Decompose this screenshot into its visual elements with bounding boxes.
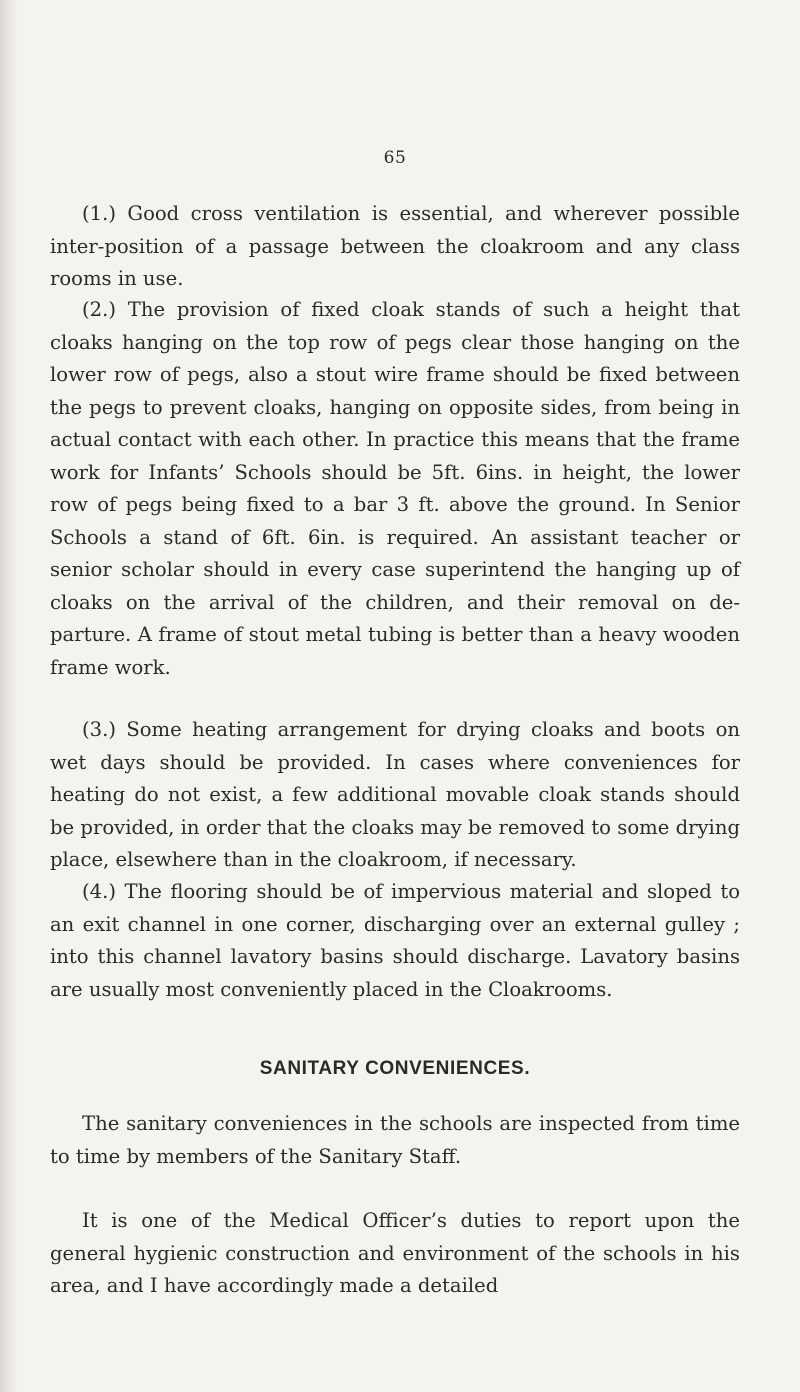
paragraph-medical-officer: It is one of the Medical Officer’s duties to report upon the general hygienic construction and environment of the schools in his area, and I have accordingly made a detailed [50,1209,740,1297]
page-number: 65 [383,148,407,168]
paragraph-heating: (3.) Some heating arrangement for drying cloaks and boots on wet days should be provided. In cases where conveniences for heating do not exist, a few additional movable cloak stands should be provided, in order that the cloaks may be removed to some drying place, elsewhere than in the cloakroom, if necessary. [50,718,740,871]
paragraph-flooring: (4.) The flooring should be of impervious material and sloped to an exit channel in one corner, discharging over an external gulley ; into this channel lavatory basins should discharge. Lavatory basins are usually most conveniently placed in the Cloakrooms. [50,880,740,1001]
paragraph-ventilation: (1.) Good cross ventilation is essential, and wherever possible inter-position of a passage between the cloakroom and any class rooms in use. [50,202,740,290]
paragraph-cloak-stands: (2.) The provision of fixed cloak stands of such a height that cloaks hanging on the top row of pegs clear those hanging on the lower row of pegs, also a stout wire frame should be fixed between the pegs to prevent cloaks, hanging on opposite sides, from being in actual contact with each other. In practice this means that the frame work for Infants’ Schools should be 5ft. 6ins. in height, the lower row of pegs being fixed to a bar 3 ft. above the ground. In Senior Schools a stand of 6ft. 6in. is required. An assistant teacher or senior scholar should in every case superintend the hanging up of cloaks on the arrival of the children, and their removal on de-parture. A frame of stout metal tubing is better than a heavy wooden frame work. [50,298,740,679]
scan-edge-shadow [0,0,18,1392]
section-heading: SANITARY CONVENIENCES. [259,1058,531,1079]
paragraph-sanitary-inspection: The sanitary conveniences in the schools are inspected from time to time by members of the Sanitary Staff. [50,1112,740,1168]
